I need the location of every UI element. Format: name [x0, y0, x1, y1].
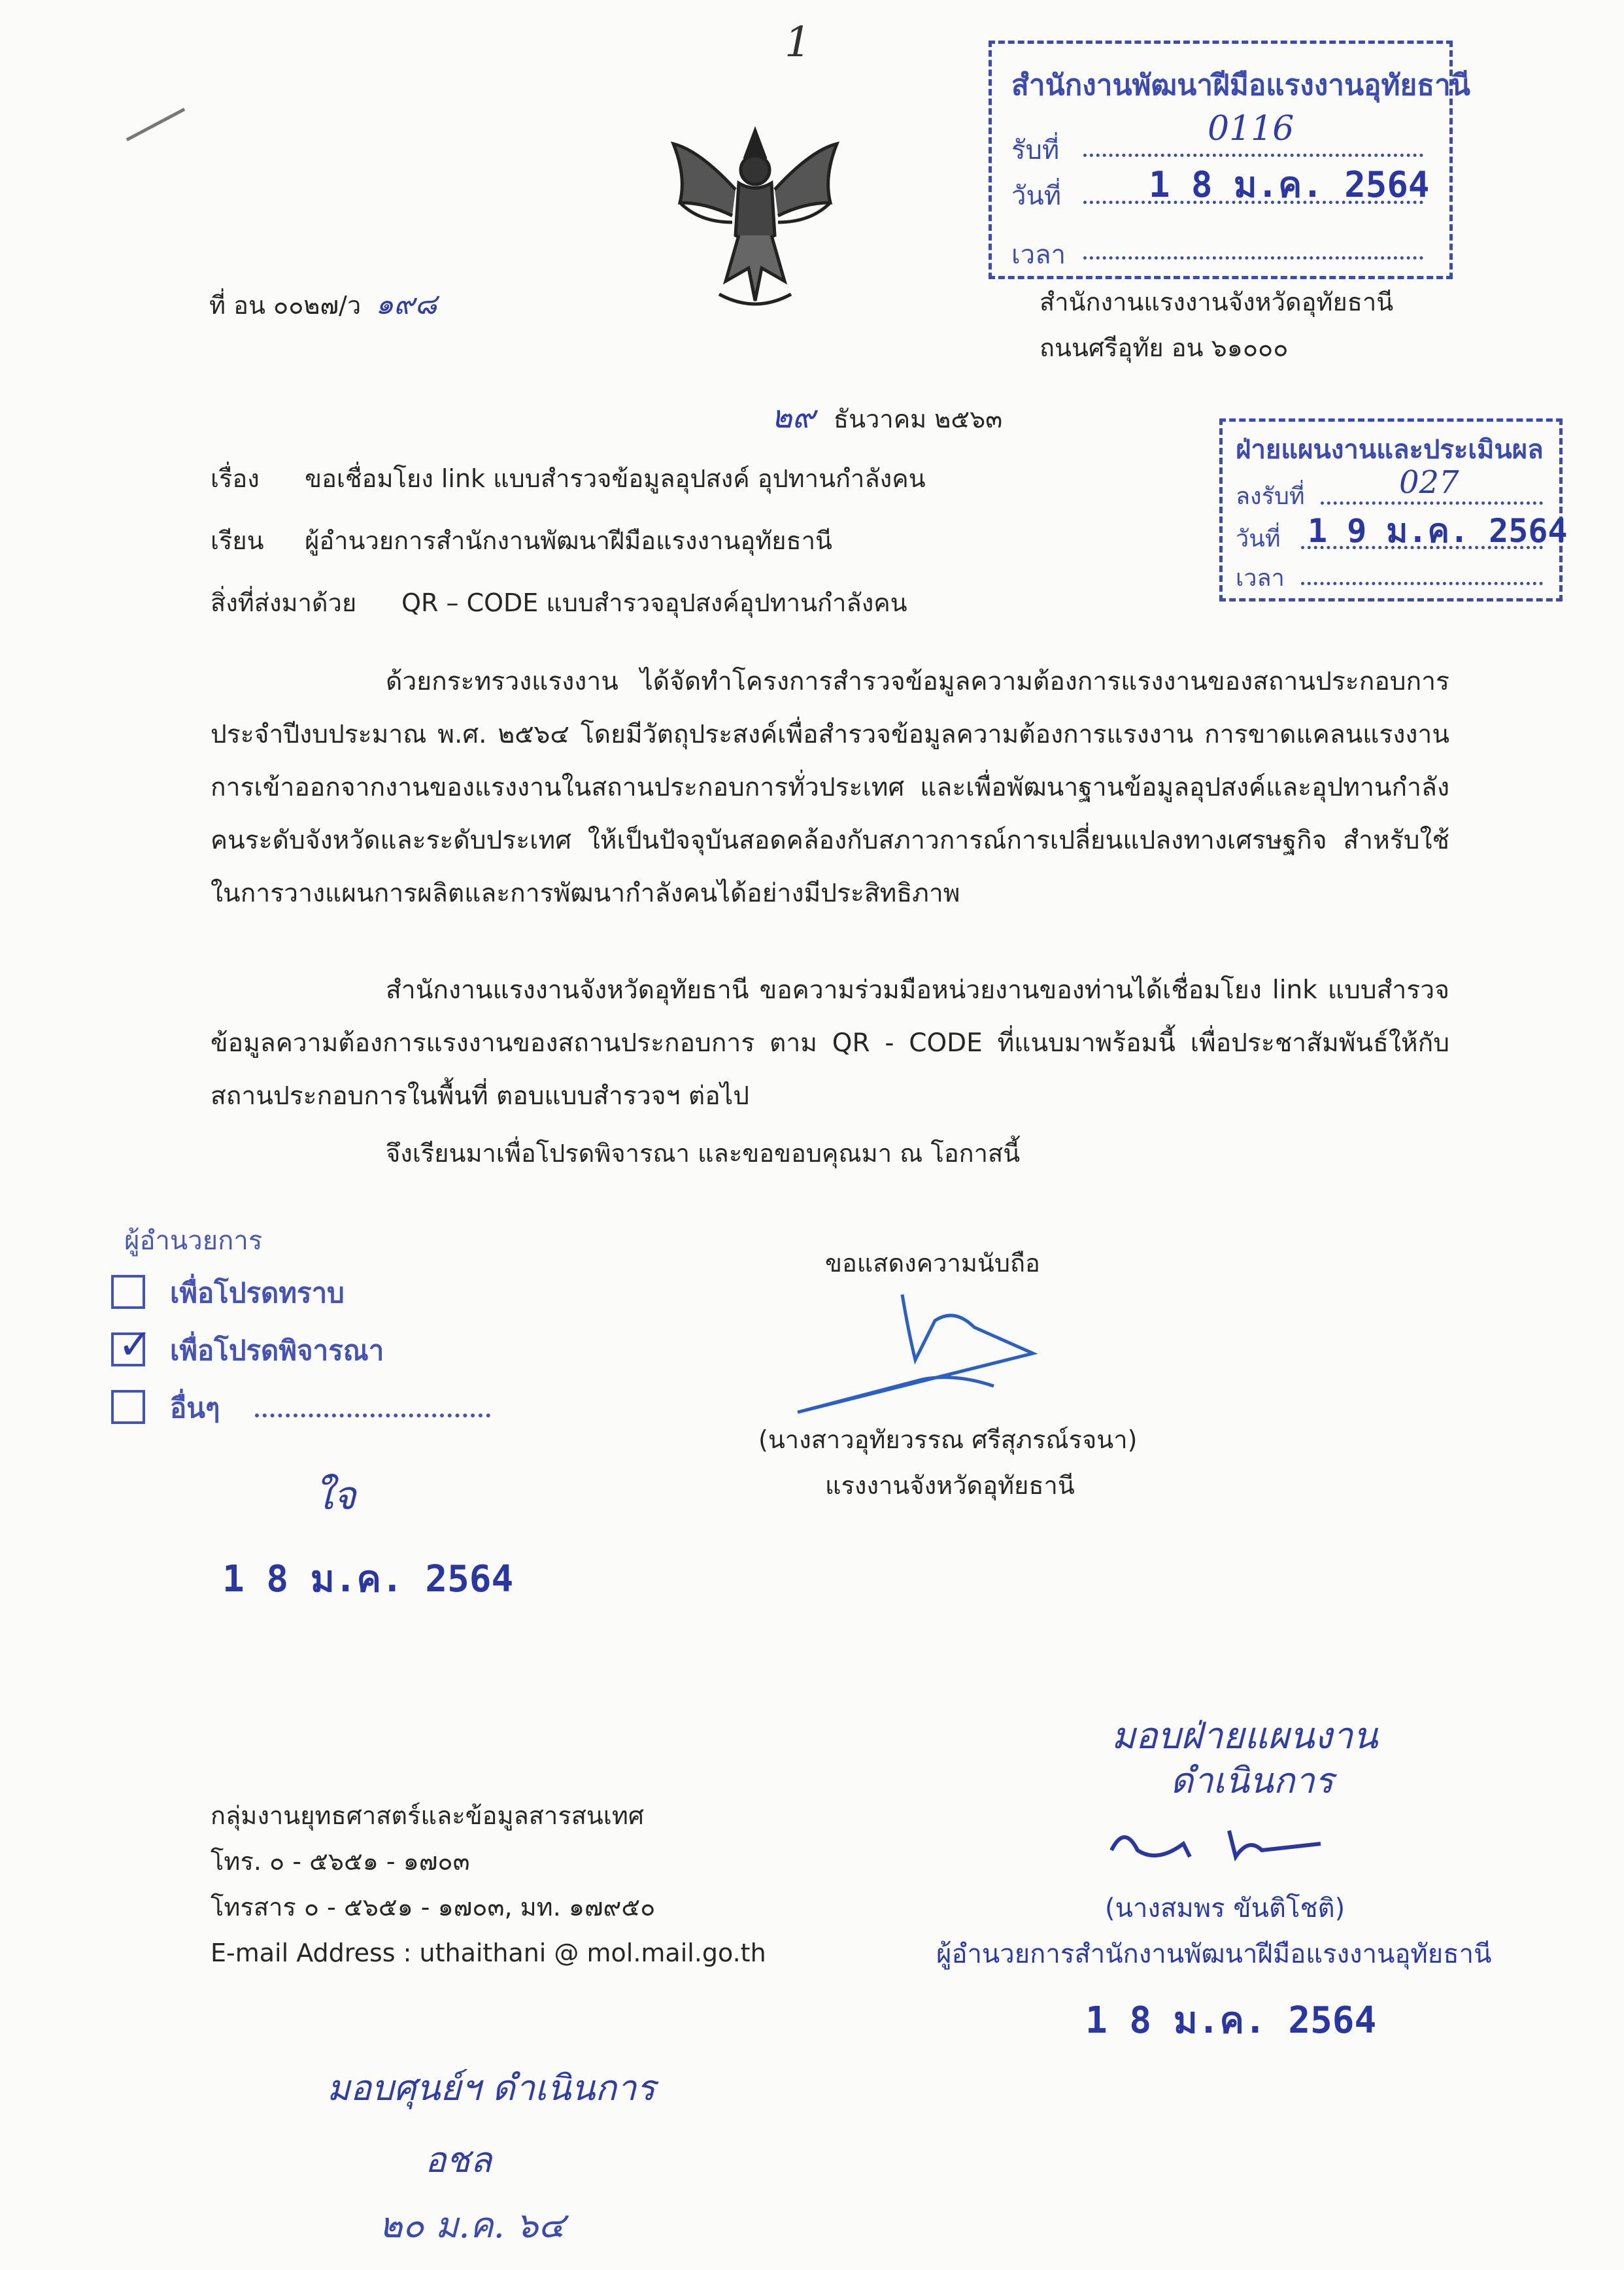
- signer-position: แรงงานจังหวัดอุทัยธานี: [825, 1471, 1075, 1500]
- director-note-line1: มอบฝ่ายแผนงาน: [1111, 1715, 1378, 1757]
- contact-email: E-mail Address : uthaithani @ mol.mail.go.th: [211, 1939, 766, 1967]
- routing-heading: ผู้อำนวยการ: [124, 1226, 263, 1256]
- option-consider-label: เพื่อโปรดพิจารณา: [170, 1334, 384, 1366]
- option-other-label: อื่นๆ: [170, 1392, 220, 1424]
- reference-number: ที่ อน ๐๐๒๗/ว ๑๙๘: [209, 288, 437, 321]
- closing-phrase: ขอแสดงความนับถือ: [825, 1249, 1040, 1278]
- option-acknowledge-checkbox: [111, 1275, 145, 1309]
- receive-stamp-no: 0116: [1208, 109, 1294, 148]
- bottom-note-date: ๒๐ ม.ค. ๖๔: [379, 2205, 566, 2246]
- planning-stamp-time-label: เวลา: [1236, 565, 1285, 592]
- planning-stamp-title: ฝ่ายแผนงานและประเมินผล: [1236, 435, 1544, 465]
- garuda-emblem-icon: [660, 105, 850, 320]
- receive-stamp-date: 1 8 ม.ค. 2564: [1149, 164, 1430, 205]
- bottom-note-initial: อชล: [425, 2139, 492, 2180]
- contact-telephone: โทร. ๐ - ๕๖๕๑ - ๑๗๐๓: [211, 1847, 470, 1876]
- planning-stamp-date-label: วันที่: [1236, 526, 1281, 552]
- receive-stamp: [989, 41, 1470, 279]
- director-date-stamp: 1 8 ม.ค. 2564: [1085, 1999, 1377, 2042]
- planning-stamp-date: 1 9 ม.ค. 2564: [1308, 512, 1568, 550]
- receive-stamp-time-label: เวลา: [1011, 240, 1066, 270]
- check-mark-icon: ✓: [118, 1321, 153, 1369]
- signer-signature: [758, 1281, 1059, 1432]
- body-paragraph-3: จึงเรียนมาเพื่อโปรดพิจารณา และขอขอบคุณมา ณ โอกาสนี้: [386, 1139, 1021, 1168]
- subject-line: เรื่อง ขอเชื่อมโยง link แบบสำรวจข้อมูลอุปสงค์ อุปทานกำลังคน: [211, 464, 926, 493]
- routing-date-stamp: 1 8 ม.ค. 2564: [222, 1558, 514, 1601]
- director-name: (นางสมพร ขันติโชติ): [1105, 1893, 1345, 1923]
- letter-date: ๒๙ ธันวาคม ๒๕๖๓: [771, 399, 1003, 435]
- planning-stamp-no-label: ลงรับที่: [1236, 483, 1305, 510]
- option-other-dotline: [255, 1414, 490, 1417]
- receive-stamp-no-label: รับที่: [1011, 135, 1060, 165]
- contact-department: กลุ่มงานยุทธศาสตร์และข้อมูลสารสนเทศ: [211, 1801, 645, 1830]
- signer-name: (นางสาวอุทัยวรรณ ศรีสุภรณ์รจนา): [758, 1425, 1138, 1454]
- director-routing-box: [98, 1210, 556, 1615]
- planning-stamp: [1219, 418, 1568, 601]
- routing-initial: ใจ: [314, 1473, 356, 1519]
- receive-stamp-title: สำนักงานพัฒนาฝีมือแรงงานอุทัยธานี: [1011, 69, 1470, 102]
- page-number: 1: [785, 18, 811, 67]
- agency-address: ถนนศรีอุทัย อน ๖๑๐๐๐: [1040, 333, 1289, 362]
- pen-mark: [126, 108, 186, 141]
- director-position: ผู้อำนวยการสำนักงานพัฒนาฝีมือแรงงานอุทัยธานี: [936, 1939, 1492, 1969]
- enclosure-line: สิ่งที่ส่งมาด้วย QR – CODE แบบสำรวจอุปสงค์อุปทานกำลังคน: [211, 588, 907, 617]
- agency-name: สำนักงานแรงงานจังหวัดอุทัยธานี: [1040, 288, 1394, 316]
- option-acknowledge-label: เพื่อโปรดทราบ: [170, 1277, 345, 1309]
- director-note-line2: ดำเนินการ: [1170, 1760, 1334, 1801]
- receive-stamp-date-label: วันที่: [1011, 181, 1062, 211]
- body-paragraph-1: ด้วยกระทรวงแรงงาน ได้จัดทำโครงการสำรวจข้อมูลความต้องการแรงงานของสถานประกอบการ ประจำปีงบประมาณ พ.ศ. ๒๕๖๔ โดยมีวัตถุประสงค์เพื่อสำรวจข้อมูลความต้องการแรงงาน การขาดแคลนแรงงาน การเข้าออกจากงานของแรงงานในสถานประกอบการทั่วประเทศ และเพื่อพัฒนาฐานข้อมูลอุปสงค์และอุปทานกำลังคนระดับจังหวัดและระดับประเทศ ให้เป็นปัจจุบันสอดคล้องกับสภาวการณ์การเปลี่ยนแปลงทางเศรษฐกิจ สำหรับใช้ในการวางแผนการผลิตและการพัฒนากำลังคนได้อย่างมีประสิทธิภาพ: [211, 667, 1449, 908]
- bottom-note-line1: มอบศุนย์ฯ ดำเนินการ: [327, 2067, 656, 2109]
- contact-fax: โทรสาร ๐ - ๕๖๕๑ - ๑๗๐๓, มท. ๑๗๙๕๐: [211, 1893, 656, 1922]
- planning-stamp-no: 027: [1399, 464, 1459, 501]
- director-signature: [1105, 1804, 1353, 1876]
- body-paragraph-2: สำนักงานแรงงานจังหวัดอุทัยธานี ขอความร่วมมือหน่วยงานของท่านได้เชื่อมโยง link แบบสำรวจข้อมูลความต้องการแรงงานของสถานประกอบการ ตาม QR - CODE ที่แนบมาพร้อมนี้ เพื่อประชาสัมพันธ์ให้กับสถานประกอบการในพื้นที่ ตอบแบบสำรวจฯ ต่อไป: [211, 975, 1449, 1111]
- option-other-checkbox: [111, 1390, 145, 1424]
- reference-number-handwritten: ๑๙๘: [375, 288, 437, 321]
- date-day-handwritten: ๒๙: [771, 399, 815, 435]
- recipient-line: เรียน ผู้อำนวยการสำนักงานพัฒนาฝีมือแรงงานอุทัยธานี: [211, 526, 833, 555]
